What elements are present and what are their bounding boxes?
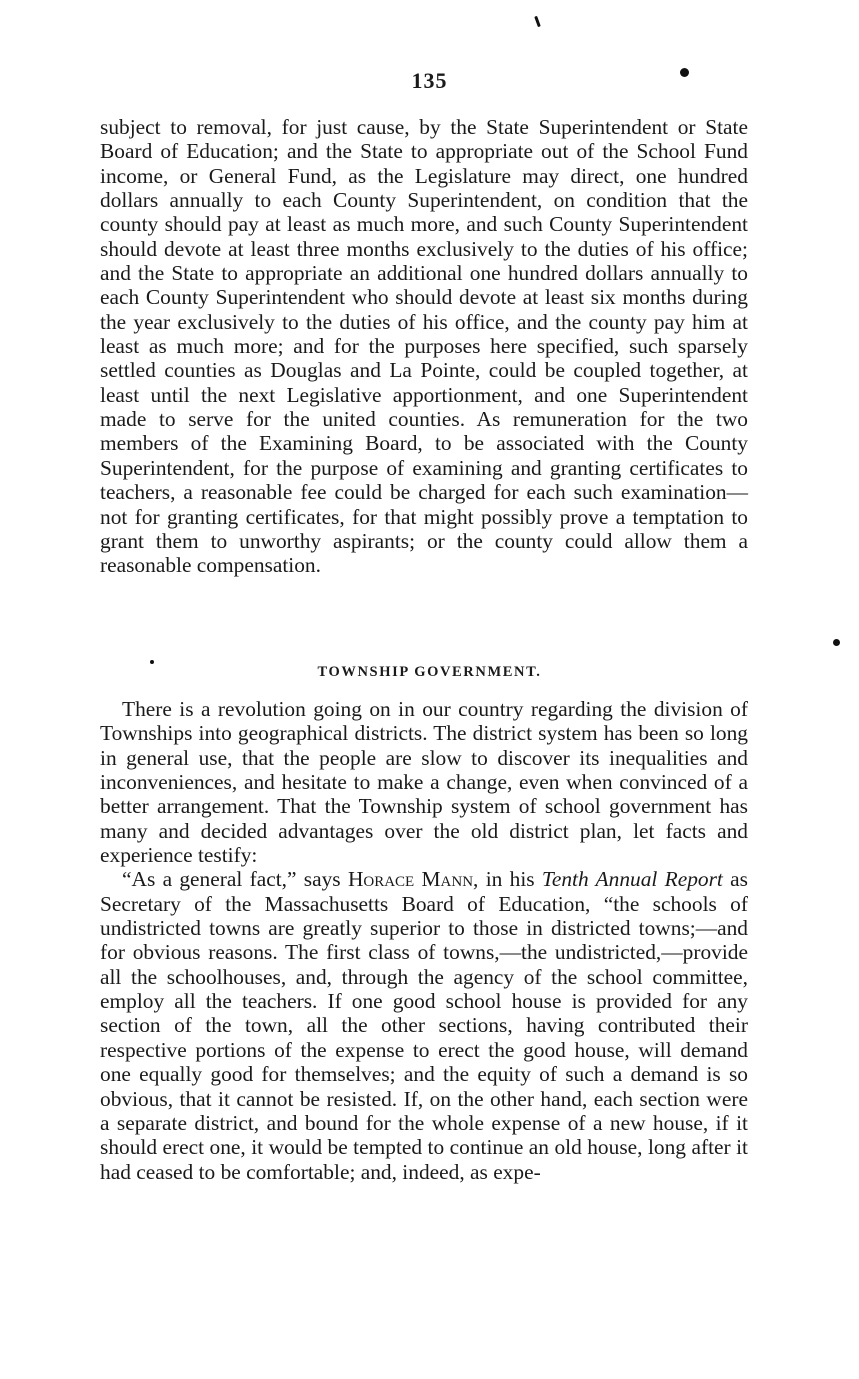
continuation-paragraph-block — [100, 115, 748, 578]
township-section-body — [100, 697, 748, 1184]
quote-connector: , in his — [473, 867, 542, 892]
section-heading: TOWNSHIP GOVERNMENT. — [317, 664, 542, 680]
author-name: Horace Mann — [347, 867, 474, 892]
ink-mark-top — [534, 16, 541, 27]
report-title: Tenth Annual Report — [541, 867, 723, 892]
page-number: 135 — [411, 68, 448, 93]
quote-opening: “As a general fact,” says — [122, 867, 348, 892]
township-paragraph-1: There is a revolution going on in our country regarding the division of Townships into geographical districts. The district system has been so long in general use, that the people are slow to discover its inequalities and inconveniences, and hesitate to make a change, even when convinced of a better arrangement. That the Township system of school government has many and decided advantages over the old district plan, let facts and experience testify: — [100, 697, 748, 868]
quote-body: as Secretary of the Massachusetts Board of Education, “the schools of undistricted towns are greatly superior to those in districted towns;—and for obvious reasons. The first class of towns,—the undistricted,—provide all the schoolhouses, and, through the agency of the school committee, employ all the teachers. If one good school house is provided for any section of the town, all the other sections, having contributed their respective portions of the expense to erect the good house, will demand one equally good for themselves; and the equity of such a demand is so obvious, that it cannot be resisted. If, on the other hand, each section were a separate district, and bound for the whole expense of a new house, if it should erect one, it would be tempted to continue an old house, long after it had ceased to be comfortable; and, indeed, as expe- — [100, 867, 748, 1184]
ink-dot-right — [833, 639, 840, 646]
township-paragraph-2 — [100, 867, 748, 1183]
continuation-paragraph: subject to removal, for just cause, by the State Superintendent or State Board of Education; and the State to appropriate out of the School Fund income, or General Fund, as the Legislature may direct, one hundred dollars annually to each County Superintendent, on condition that the county should pay at least as much more, and such County Superintendent should devote at least three months exclusively to the duties of his office; and the State to appropriate an additional one hundred dollars annually to each County Superintendent who should devote at least six months during the year exclusively to the duties of his office, and the county pay him at least as much more; and for the purposes here specified, such sparsely settled counties as Douglas and La Pointe, could be coupled together, at least until the next Legislative apportionment, and one Superintendent made to serve for the united counties. As remuneration for the two members of the Examining Board, to be associated with the County Superintendent, for the purpose of examining and granting certificates to teachers, a reasonable fee could be charged for each such examination—not for granting certificates, for that might possibly prove a temptation to grant them to unworthy aspirants; or the county could allow them a reasonable compensation. — [100, 115, 748, 578]
